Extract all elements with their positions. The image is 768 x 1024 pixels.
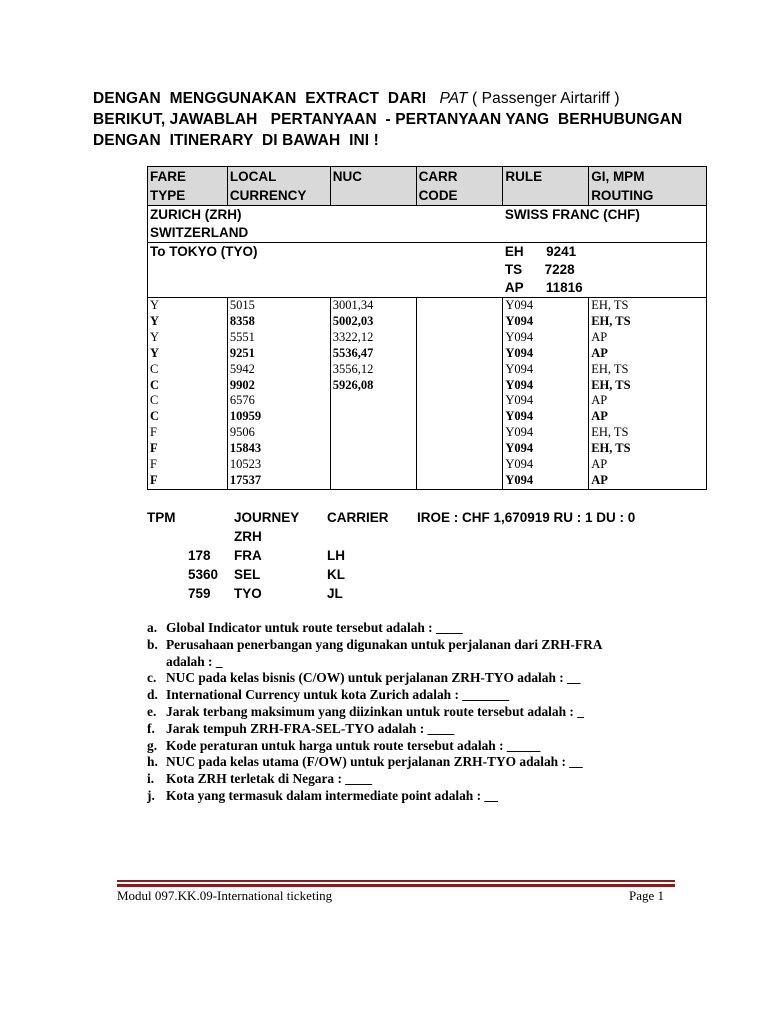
footer-rule [117, 880, 675, 888]
leg-carrier: KL [327, 567, 345, 582]
fare-row-local: 5942 [229, 361, 255, 376]
fare-table-header [148, 167, 707, 206]
fare-row-fare: Y [150, 345, 160, 360]
fare-row-nuc: 3001,34 [332, 298, 374, 312]
fare-row-local: 9902 [229, 377, 255, 392]
fare-row-gi: EH, TS [591, 361, 629, 376]
question-text: Global Indicator untuk route tersebut adalah : ____ [166, 620, 463, 635]
heading-line-1 [93, 88, 693, 109]
fare-row-rule: Y094 [505, 298, 534, 312]
question-list [147, 620, 707, 805]
exercise-heading [93, 88, 693, 151]
question-marker: i. [147, 771, 155, 787]
fare-row-fare: Y [150, 329, 160, 344]
fare-row-nuc [333, 473, 414, 489]
leg-city: TYO [234, 586, 262, 601]
footer-module: Modul 097.KK.09-International ticketing [117, 888, 333, 903]
destination-cell: To TOKYO (TYO) [148, 243, 503, 298]
question-item [147, 721, 707, 738]
fare-row-fare: Y [150, 298, 160, 312]
footer-page-number: Page 1 [628, 888, 664, 903]
heading-pat: PAT [439, 90, 468, 107]
question-marker: f. [147, 720, 155, 736]
fare-row-rule: Y094 [505, 377, 534, 392]
fare-row-rule: Y094 [505, 393, 534, 408]
fare-row-fare: F [150, 425, 157, 440]
question-text: Perusahaan penerbangan yang digunakan untuk perjalanan dari ZRH-FRA [166, 636, 603, 652]
question-marker: j. [147, 787, 155, 803]
fare-row-nuc [333, 457, 414, 473]
fare-row-carr [419, 393, 501, 409]
leg-tpm: 5360 [188, 567, 219, 582]
fare-row-fare: C [150, 393, 159, 408]
fare-row-nuc: 5002,03 [332, 313, 374, 328]
header-fare-type: FARE TYPE [148, 167, 228, 206]
fare-row-nuc [333, 441, 414, 457]
journey-origin: ZRH [234, 529, 262, 544]
question-marker: g. [147, 737, 158, 753]
fare-row-gi: EH, TS [591, 377, 631, 392]
fare-row-local: 9506 [229, 425, 255, 440]
fare-row-nuc: 3556,12 [332, 361, 374, 376]
question-item [147, 620, 707, 637]
question-text: Kode peraturan untuk harga untuk route tersebut adalah : _____ [166, 737, 541, 753]
question-text: NUC pada kelas utama (F/OW) untuk perjalanan ZRH-TYO adalah : __ [166, 754, 583, 770]
fare-row-carr [419, 425, 501, 441]
header-carr-code: CARR CODE [416, 167, 503, 206]
fare-row-local: 5551 [229, 329, 255, 344]
fare-row-carr [419, 457, 501, 473]
fare-row-rule: Y094 [505, 313, 534, 328]
fare-row-nuc: 5926,08 [332, 377, 374, 392]
iroe-text: IROE : CHF 1,670919 RU : 1 DU : 0 [417, 510, 636, 525]
fare-row-fare: C [150, 361, 159, 376]
question-marker: c. [147, 670, 157, 686]
fare-row-carr [419, 314, 501, 330]
fare-row-nuc: 3322,12 [332, 329, 374, 344]
origin-row [148, 206, 707, 243]
question-marker: a. [147, 620, 158, 635]
fare-row-local: 17537 [229, 472, 262, 487]
origin-cell [148, 206, 503, 243]
fare-table [147, 166, 707, 490]
fare-row-local: 8358 [229, 313, 255, 328]
question-item [147, 771, 707, 788]
fare-row-rule: Y094 [505, 441, 534, 456]
question-marker: e. [147, 703, 157, 719]
question-item [147, 637, 707, 671]
fare-row-fare: F [150, 472, 158, 487]
tpm-label: TPM [147, 510, 176, 525]
destination-mpm [503, 243, 707, 298]
fare-row-carr [419, 346, 501, 362]
fare-row-rule: Y094 [505, 425, 534, 440]
fare-row-rule: Y094 [505, 345, 534, 360]
fare-row-gi: AP [591, 329, 608, 344]
local-currency-column [227, 298, 330, 490]
fare-row-gi: AP [591, 345, 608, 360]
question-text: Kota ZRH terletak di Negara : ____ [166, 771, 373, 787]
fare-row-gi: EH, TS [591, 425, 629, 440]
origin-currency: SWISS FRANC (CHF) [503, 206, 707, 243]
header-rule: RULE [503, 167, 589, 206]
leg-tpm: 178 [188, 548, 211, 563]
leg-carrier: LH [327, 548, 345, 563]
fare-row-rule: Y094 [505, 457, 534, 472]
fare-row-rule: Y094 [505, 361, 534, 376]
question-marker: d. [147, 687, 158, 703]
question-text: Jarak tempuh ZRH-FRA-SEL-TYO adalah : ____ [166, 720, 455, 736]
fare-row-rule: Y094 [505, 329, 534, 344]
question-item [147, 738, 707, 755]
journey-label: JOURNEY [234, 510, 300, 525]
fare-row-gi: AP [591, 457, 608, 472]
fare-row-fare: F [150, 457, 157, 472]
fare-row-local: 5015 [229, 298, 255, 312]
fare-row-local: 10959 [229, 409, 262, 424]
destination-row [148, 243, 707, 298]
question-marker: b. [147, 636, 158, 652]
header-local-currency: LOCAL CURRENCY [227, 167, 330, 206]
fare-row-nuc [333, 393, 414, 409]
question-text: Jarak terbang maksimum yang diizinkan untuk route tersebut adalah : _ [166, 703, 584, 719]
mpm-ap: AP 11816 [504, 280, 583, 295]
nuc-column [330, 298, 416, 490]
fare-row-local: 10523 [229, 457, 262, 472]
header-gi-mpm-routing: GI, MPM ROUTING [589, 167, 707, 206]
fare-row-gi: EH, TS [591, 441, 631, 456]
fare-row-fare: C [150, 377, 160, 392]
fare-row-carr [419, 330, 501, 346]
fare-row-gi: EH, TS [591, 313, 631, 328]
origin-country: SWITZERLAND [150, 225, 249, 240]
question-item [147, 754, 707, 771]
mpm-ts: TS 7228 [504, 262, 575, 277]
fare-row-fare: C [150, 409, 160, 424]
fare-row-gi: AP [591, 393, 608, 408]
mpm-eh: EH 9241 [504, 244, 577, 259]
fare-row-carr [419, 362, 501, 378]
fare-rows [148, 298, 707, 490]
question-text: Kota yang termasuk dalam intermediate point adalah : __ [166, 787, 498, 803]
fare-row-fare: F [150, 441, 158, 456]
fare-type-column [148, 298, 228, 490]
fare-row-gi: EH, TS [591, 298, 629, 312]
heading-pat-expansion: ( Passenger Airtariff ) [467, 90, 620, 107]
fare-row-carr [419, 409, 501, 425]
heading-text: DENGAN MENGGUNAKAN EXTRACT DARI [93, 90, 440, 107]
fare-row-local: 15843 [229, 441, 262, 456]
question-text: International Currency untuk kota Zurich adalah : _______ [166, 687, 510, 703]
rule-column [503, 298, 589, 490]
gi-column [589, 298, 707, 490]
fare-row-nuc: 5536,47 [332, 345, 374, 360]
origin-city: ZURICH (ZRH) [150, 207, 242, 222]
fare-row-rule: Y094 [505, 409, 534, 424]
fare-row-local: 9251 [229, 345, 255, 360]
fare-row-carr [419, 473, 501, 489]
fare-row-nuc [333, 425, 414, 441]
fare-row-carr [419, 441, 501, 457]
fare-row-local: 6576 [229, 393, 255, 408]
heading-line-3: DENGAN ITINERARY DI BAWAH INI ! [93, 132, 379, 149]
fare-row-gi: AP [591, 409, 608, 424]
question-item [147, 704, 707, 721]
fare-row-carr [419, 298, 501, 314]
question-text: NUC pada kelas bisnis (C/OW) untuk perjalanan ZRH-TYO adalah : __ [166, 670, 581, 686]
carrier-label: CARRIER [327, 510, 389, 525]
question-item [147, 670, 707, 687]
question-text: adalah : _ [166, 653, 223, 669]
question-item [147, 687, 707, 704]
leg-city: FRA [234, 548, 262, 563]
leg-tpm: 759 [188, 586, 211, 601]
leg-city: SEL [234, 567, 261, 582]
fare-row-fare: Y [150, 313, 160, 328]
fare-row-carr [419, 378, 501, 394]
leg-carrier: JL [327, 586, 343, 601]
header-nuc: NUC [330, 167, 416, 206]
question-item [147, 788, 707, 805]
heading-line-2: BERIKUT, JAWABLAH PERTANYAAN - PERTANYAAN YANG BERHUBUNGAN [93, 111, 683, 128]
question-marker: h. [147, 754, 158, 770]
fare-row-gi: AP [591, 472, 608, 487]
fare-row-nuc [333, 409, 414, 425]
carr-code-column [416, 298, 503, 490]
fare-row-rule: Y094 [505, 472, 534, 487]
